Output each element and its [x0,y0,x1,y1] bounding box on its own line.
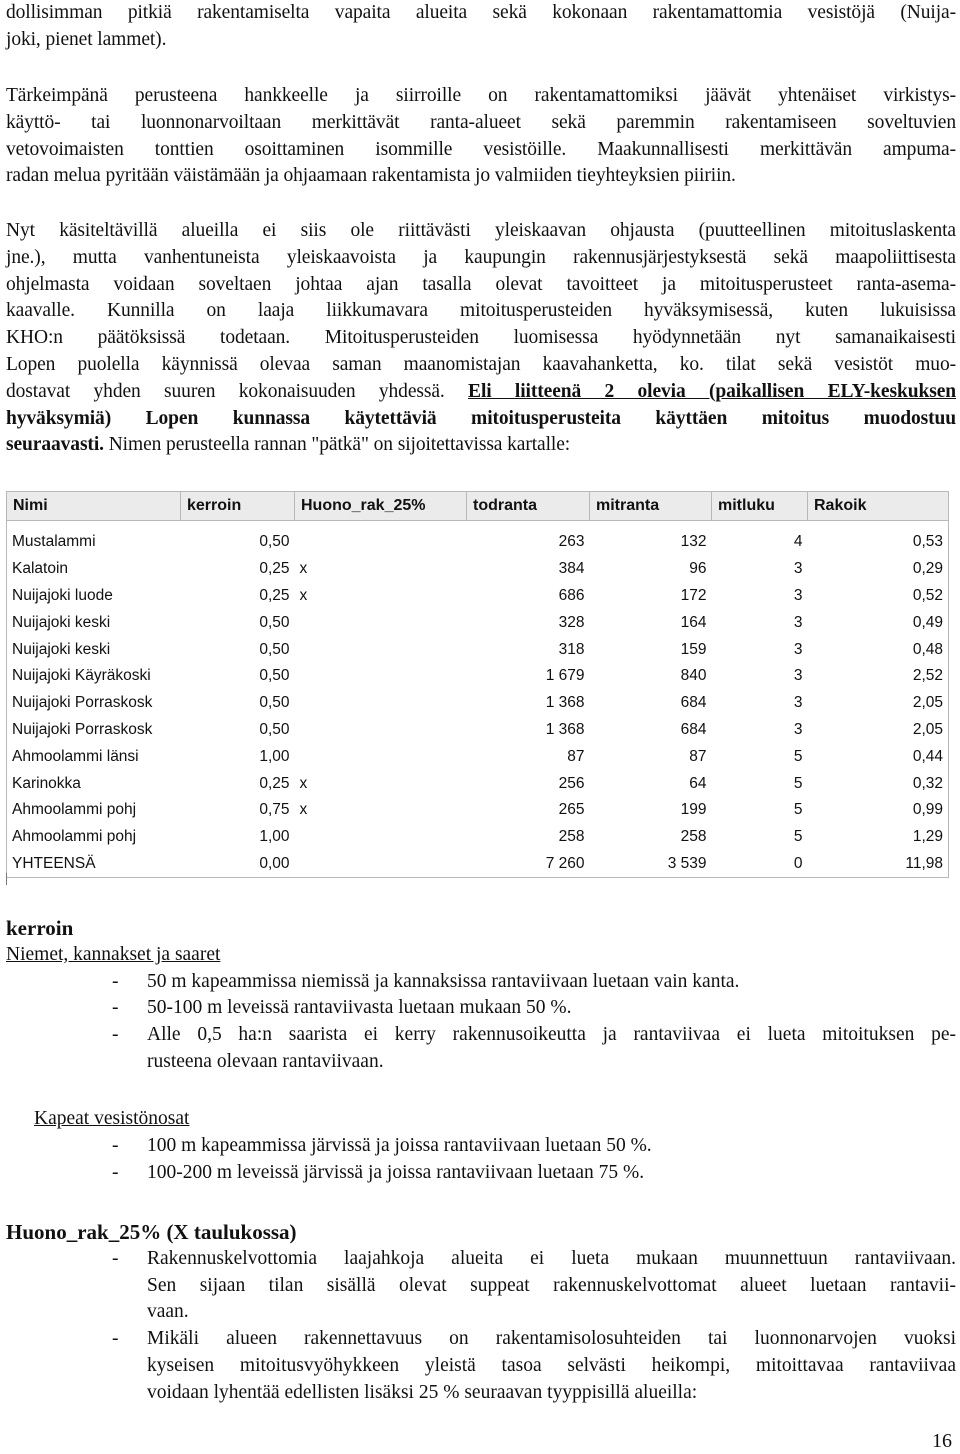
table-row [7,824,949,851]
table-cell: 684 [680,720,707,738]
list-item: - Alle 0,5 ha:n saarista ei kerry rakennusoikeutta ja rantaviivaa ei lueta mitoituksen pe- rusteena olevaan rantaviivaan. [112,1024,956,1072]
table-cell: 0,75 [259,801,290,819]
table-cell: 3 [793,640,803,658]
table-cell: 5 [793,774,803,792]
table-cell: 0,50 [259,667,290,685]
table-row [7,636,949,663]
table-cell: 0,25 [259,586,290,604]
table-cell: 5 [793,801,803,819]
table-cell: 684 [680,694,707,712]
table-cell: Mustalammi [7,529,181,556]
table-cell: 172 [680,586,707,604]
table-cell: 0,29 [808,556,949,583]
table-cell: Ahmoolammi länsi [7,743,181,770]
table-cell: 328 [558,613,585,631]
table-cell: 3 [793,586,803,604]
table-cell: Ahmoolammi pohj [7,824,181,851]
page-number: 16 [932,1430,952,1452]
table-cell: Kalatoin [7,556,181,583]
table-cell: Nuijajoki Porraskosk [7,690,181,717]
table-cell: x [299,801,308,819]
table-cell: 64 [689,774,707,792]
table-cell: 5 [793,747,803,765]
table-cell: 0,99 [808,797,949,824]
col-header-nimi: Nimi [7,492,181,521]
table-total-row [7,851,949,878]
col-header-mitluku: mitluku [712,492,808,521]
table-row [7,609,949,636]
table-row [7,743,949,770]
table-row [7,717,949,744]
col-header-huono-rak: Huono_rak_25% [295,492,467,521]
table-cell: Karinokka [7,770,181,797]
table-cell [295,529,467,556]
table-cell: YHTEENSÄ [7,851,181,878]
table-row [7,583,949,610]
table-cell [295,636,467,663]
kerroin-section [6,915,956,1076]
table-cell: 159 [680,640,707,658]
col-header-todranta: todranta [467,492,590,521]
table-row [7,797,949,824]
table-cell: 0,50 [259,694,290,712]
kapeat-section [6,1106,956,1186]
appendix-reference: Eli liitteenä 2 olevia (paikallisen ELY-keskuksen [468,380,956,402]
table-cell: 258 [558,828,585,846]
table-cell: 318 [558,640,585,658]
table-cell: Nuijajoki keski [7,636,181,663]
table-cell: 3 [793,720,803,738]
table-cell: 164 [680,613,707,631]
table-cell: 3 539 [590,851,712,878]
table-cell: 3 [793,667,803,685]
huono-rak-section [6,1219,956,1407]
table-cell: 0,50 [259,640,290,658]
table-cell: 3 [793,694,803,712]
table-cell: 0,48 [808,636,949,663]
table-cell: 96 [689,560,707,578]
table-cell: 256 [558,774,585,792]
table-cell: Nuijajoki Porraskosk [7,717,181,744]
table-cell: x [299,774,308,792]
table-cell: 0,44 [808,743,949,770]
col-header-kerroin: kerroin [181,492,295,521]
table-spacer-row [7,521,949,530]
kapeat-list [6,1133,956,1187]
table-cell [295,824,467,851]
huono-rak-list [6,1246,956,1407]
list-item: - 100 m kapeammissa järvissä ja joissa rantaviivaan luetaan 50 %. [112,1134,652,1156]
table-cell: Nuijajoki Käyräkoski [7,663,181,690]
list-item: - 50 m kapeammissa niemissä ja kannaksissa rantaviivaan luetaan vain kanta. [112,970,740,992]
table-cell: 0 [712,851,808,878]
table-cell: 840 [680,667,707,685]
table-cell: 5 [793,828,803,846]
paragraph-1: dollisimman pitkiä rakentamiselta vapaita alueita sekä kokonaan rakentamattomia vesistöjä (Nuija- joki, pienet lammet). [6,2,956,50]
table-header-row [7,492,949,521]
table-cell: Nuijajoki luode [7,583,181,610]
table-cell: 0,49 [808,609,949,636]
paragraph-2: Tärkeimpänä perusteena hankkeelle ja siirroille on rakentamattomiksi jäävät yhtenäiset virkistys- käyttö- tai luonnonarvoiltaan merkittävät ranta-alueet sekä paremmin rakentamiseen soveltuvien vetovoimaisten tonttien osoittaminen isommille vesistöille. Maakunnallisesti merkittävän ampuma- radan melua pyritään väistämään ja ohjaamaan rakentamista jo valmiiden tieyhteyksien piiriin. [6,85,956,187]
table-cell: 3 [793,613,803,631]
mitoitus-table [6,491,948,878]
list-item: - Rakennuskelvottomia laajahkoja alueita ei lueta mukaan muunnettuun rantaviivaan. Sen sijaan tilan sisällä olevat suppeat rakennuskelvottomat alueet luetaan rantavii- vaan. [112,1247,956,1323]
table-cell: 258 [680,828,707,846]
table-cell: 0,25 [259,774,290,792]
table-cell: 132 [680,533,707,551]
table-cell: 0,25 [259,560,290,578]
table-cell: 87 [567,747,585,765]
kerroin-heading: kerroin [6,916,74,940]
table-row [7,663,949,690]
table-cell: 2,05 [808,690,949,717]
col-header-mitranta: mitranta [590,492,712,521]
table-cell: Nuijajoki keski [7,609,181,636]
table-cell: 1,00 [259,747,290,765]
list-item: - 50-100 m leveissä rantaviivasta luetaan mukaan 50 %. [112,997,572,1019]
table-cell: 0,32 [808,770,949,797]
table-cell: 1,29 [808,824,949,851]
table-cell: 265 [558,801,585,819]
list-item: - Mikäli alueen rakennettavuus on rakentamisolosuhteiden tai luonnonarvojen vuoksi kyseisen mitoitusvyöhykkeen yleistä tasoa selvästi heikompi, mitoittavaa rantaviivaa voidaan lyhentää edellisten lisäksi 25 % seuraavan tyyppisillä alueilla: [112,1328,956,1403]
table-cell [295,663,467,690]
table-cell: 3 [793,560,803,578]
table-cell: 1,00 [259,828,290,846]
table-cell: 7 260 [467,851,590,878]
table-cell: 1 679 [545,667,585,685]
table-cell: 1 368 [545,694,585,712]
col-header-rakoik: Rakoik [808,492,949,521]
table-cell: 0,50 [259,533,290,551]
table-cell: 2,52 [808,663,949,690]
table-cell: 199 [680,801,707,819]
table-cell: 0,50 [259,613,290,631]
table-cell [295,717,467,744]
niemet-list [6,969,956,1076]
huono-rak-heading: Huono_rak_25% (X taulukossa) [6,1220,297,1244]
paragraph-3: Nyt käsiteltävillä alueilla ei siis ole riittävästi yleiskaavan ohjausta (puutteellinen mitoituslaskenta jne.), mutta vanhentuneista yleiskaavoista ja kaupungin rakennusjärjestyksestä sekä maapoliittisesta ohjelmasta voidaan soveltaen johtaa ajan tasalla olevat tavoitteet ja mitoitusperusteet ranta-asema- kaavalle. Kunnilla on laaja liikkumavara mitoitusperusteiden hyväksymisessä, kuten lukuisissa KHO:n päätöksissä todetaan. Mitoitusperusteiden luomisessa hyödynnetään nyt samanaikaisesti Lopen puolella käynnissä olevaa saman maanomistajan kaavahanketta, ko. tilat sekä vesistöt muo- dostavat yhden suuren kokonaisuuden yhdessä. Eli liitteenä 2 olevia (paikallisen ELY-keskuksen hyväksymiä) Lopen kunnassa käytettäviä mitoitusperusteita käyttäen mitoitus muodostuu seuraavasti. Nimen perusteella rannan "pätkä" on sijoitettavissa kartalle: [6,220,956,456]
table-cell: 2,05 [808,717,949,744]
subheading-niemet: Niemet, kannakset ja saaret [6,943,221,965]
table-cell: Ahmoolammi pohj [7,797,181,824]
table-cell: 263 [558,533,585,551]
table-row [7,770,949,797]
table-cell [295,743,467,770]
table-cell [295,609,467,636]
table-cell: x [299,560,308,578]
table-cell: 4 [793,533,803,551]
table-cell: 0,52 [808,583,949,610]
table-row [7,529,949,556]
table-cell: 11,98 [808,851,949,878]
subheading-kapeat: Kapeat vesistönosat [34,1108,190,1129]
table-cell: x [299,586,308,604]
table-row [7,690,949,717]
table-edge-line [6,873,7,885]
table-cell [295,690,467,717]
list-item: - 100-200 m leveissä järvissä ja joissa rantaviivaan luetaan 75 %. [112,1161,645,1183]
table-cell: 0,50 [259,720,290,738]
table-cell: 0,53 [808,529,949,556]
table-cell: 384 [558,560,585,578]
table-cell: 1 368 [545,720,585,738]
table-cell: 87 [689,747,707,765]
table-cell [295,851,467,878]
table-row [7,556,949,583]
table-cell: 686 [558,586,585,604]
table-cell: 0,00 [181,851,295,878]
